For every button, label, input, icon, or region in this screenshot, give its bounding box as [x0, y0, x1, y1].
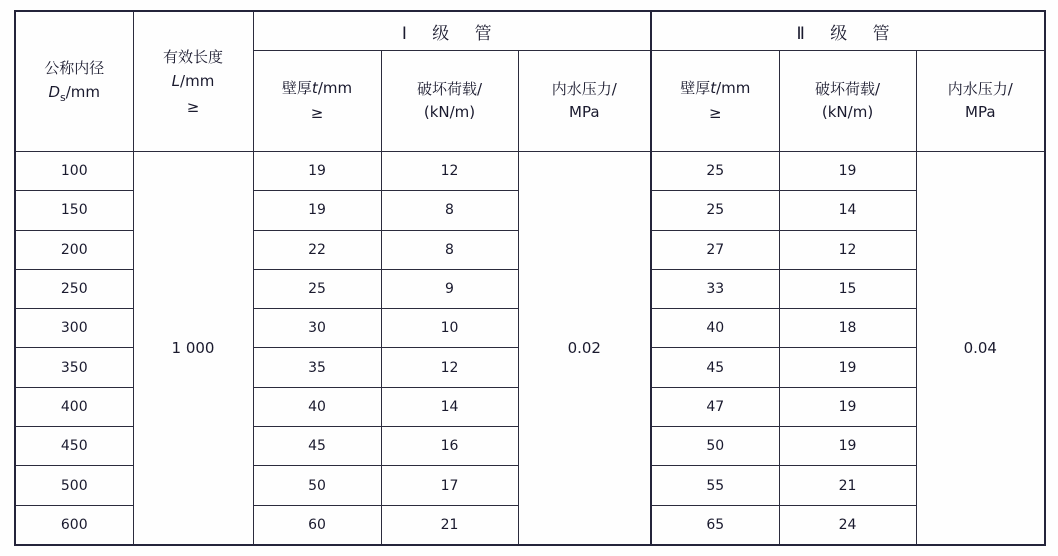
pipe-specification-table — [14, 10, 1046, 546]
cell-nominal-diameter: 200 — [15, 230, 133, 269]
cell-break-load-class2: 15 — [779, 269, 916, 308]
cell-wall-thickness-class1: 22 — [253, 230, 381, 269]
cell-wall-thickness-class1: 19 — [253, 191, 381, 230]
header-effective-length-ge: ≥ — [186, 97, 200, 116]
cell-break-load-class2: 12 — [779, 230, 916, 269]
header-wall-thickness-ge-class1: ≥ — [310, 104, 324, 122]
cell-wall-thickness-class2: 27 — [651, 230, 779, 269]
cell-wall-thickness-class2: 25 — [651, 191, 779, 230]
cell-break-load-class2: 19 — [779, 427, 916, 466]
cell-break-load-class2: 19 — [779, 387, 916, 426]
cell-nominal-diameter: 450 — [15, 427, 133, 466]
cell-wall-thickness-class1: 30 — [253, 309, 381, 348]
header-effective-length — [133, 11, 253, 152]
cell-nominal-diameter: 350 — [15, 348, 133, 387]
table-header — [15, 11, 1045, 152]
header-wall-thickness-ge-class2: ≥ — [708, 104, 722, 122]
cell-wall-thickness-class2: 25 — [651, 152, 779, 191]
header-effective-length-line1: 有效长度 — [162, 47, 223, 66]
cell-wall-thickness-class2: 65 — [651, 505, 779, 545]
header-wall-thickness-class2: 壁厚t/mm ≥ — [651, 51, 779, 152]
cell-break-load-class1: 12 — [381, 348, 518, 387]
cell-water-pressure-class1-merged: 0.02 — [518, 152, 651, 546]
cell-break-load-class1: 14 — [381, 387, 518, 426]
cell-nominal-diameter: 600 — [15, 505, 133, 545]
header-row-groups — [15, 11, 1045, 51]
cell-break-load-class1: 9 — [381, 269, 518, 308]
cell-break-load-class2: 19 — [779, 348, 916, 387]
table-row — [15, 152, 1045, 191]
cell-wall-thickness-class1: 50 — [253, 466, 381, 505]
header-water-pressure-class2: 内水压力/ MPa — [916, 51, 1045, 152]
cell-wall-thickness-class1: 60 — [253, 505, 381, 545]
cell-wall-thickness-class1: 19 — [253, 152, 381, 191]
cell-water-pressure-class2-merged: 0.04 — [916, 152, 1045, 546]
header-group-class-2: Ⅱ 级 管 — [651, 11, 1045, 51]
cell-wall-thickness-class2: 47 — [651, 387, 779, 426]
cell-break-load-class2: 24 — [779, 505, 916, 545]
cell-wall-thickness-class1: 25 — [253, 269, 381, 308]
cell-wall-thickness-class1: 35 — [253, 348, 381, 387]
cell-break-load-class2: 14 — [779, 191, 916, 230]
cell-wall-thickness-class1: 40 — [253, 387, 381, 426]
cell-break-load-class1: 8 — [381, 191, 518, 230]
header-nominal-diameter-line2: $D_s/mm$ — [48, 83, 101, 105]
cell-nominal-diameter: 500 — [15, 466, 133, 505]
cell-wall-thickness-class2: 45 — [651, 348, 779, 387]
cell-wall-thickness-class2: 40 — [651, 309, 779, 348]
cell-nominal-diameter: 150 — [15, 191, 133, 230]
cell-wall-thickness-class2: 55 — [651, 466, 779, 505]
table-body — [15, 152, 1045, 546]
cell-break-load-class1: 17 — [381, 466, 518, 505]
cell-effective-length-merged: 1 000 — [133, 152, 253, 546]
header-water-pressure-class1: 内水压力/ MPa — [518, 51, 651, 152]
cell-break-load-class1: 21 — [381, 505, 518, 545]
cell-wall-thickness-class2: 33 — [651, 269, 779, 308]
header-effective-length-line2: L/mm — [171, 71, 215, 90]
cell-nominal-diameter: 300 — [15, 309, 133, 348]
cell-wall-thickness-class1: 45 — [253, 427, 381, 466]
cell-break-load-class1: 10 — [381, 309, 518, 348]
cell-break-load-class2: 19 — [779, 152, 916, 191]
cell-nominal-diameter: 400 — [15, 387, 133, 426]
cell-wall-thickness-class2: 50 — [651, 427, 779, 466]
cell-break-load-class2: 18 — [779, 309, 916, 348]
header-wall-thickness-class1: 壁厚t/mm ≥ — [253, 51, 381, 152]
cell-break-load-class1: 8 — [381, 230, 518, 269]
header-break-load-class1: 破坏荷载/ (kN/m) — [381, 51, 518, 152]
cell-break-load-class1: 12 — [381, 152, 518, 191]
cell-nominal-diameter: 100 — [15, 152, 133, 191]
header-nominal-diameter — [15, 11, 133, 152]
header-break-load-class2: 破坏荷载/ (kN/m) — [779, 51, 916, 152]
cell-break-load-class2: 21 — [779, 466, 916, 505]
cell-nominal-diameter: 250 — [15, 269, 133, 308]
header-group-class-1: Ⅰ 级 管 — [253, 11, 651, 51]
cell-break-load-class1: 16 — [381, 427, 518, 466]
header-nominal-diameter-line1: 公称内径 — [44, 59, 105, 78]
